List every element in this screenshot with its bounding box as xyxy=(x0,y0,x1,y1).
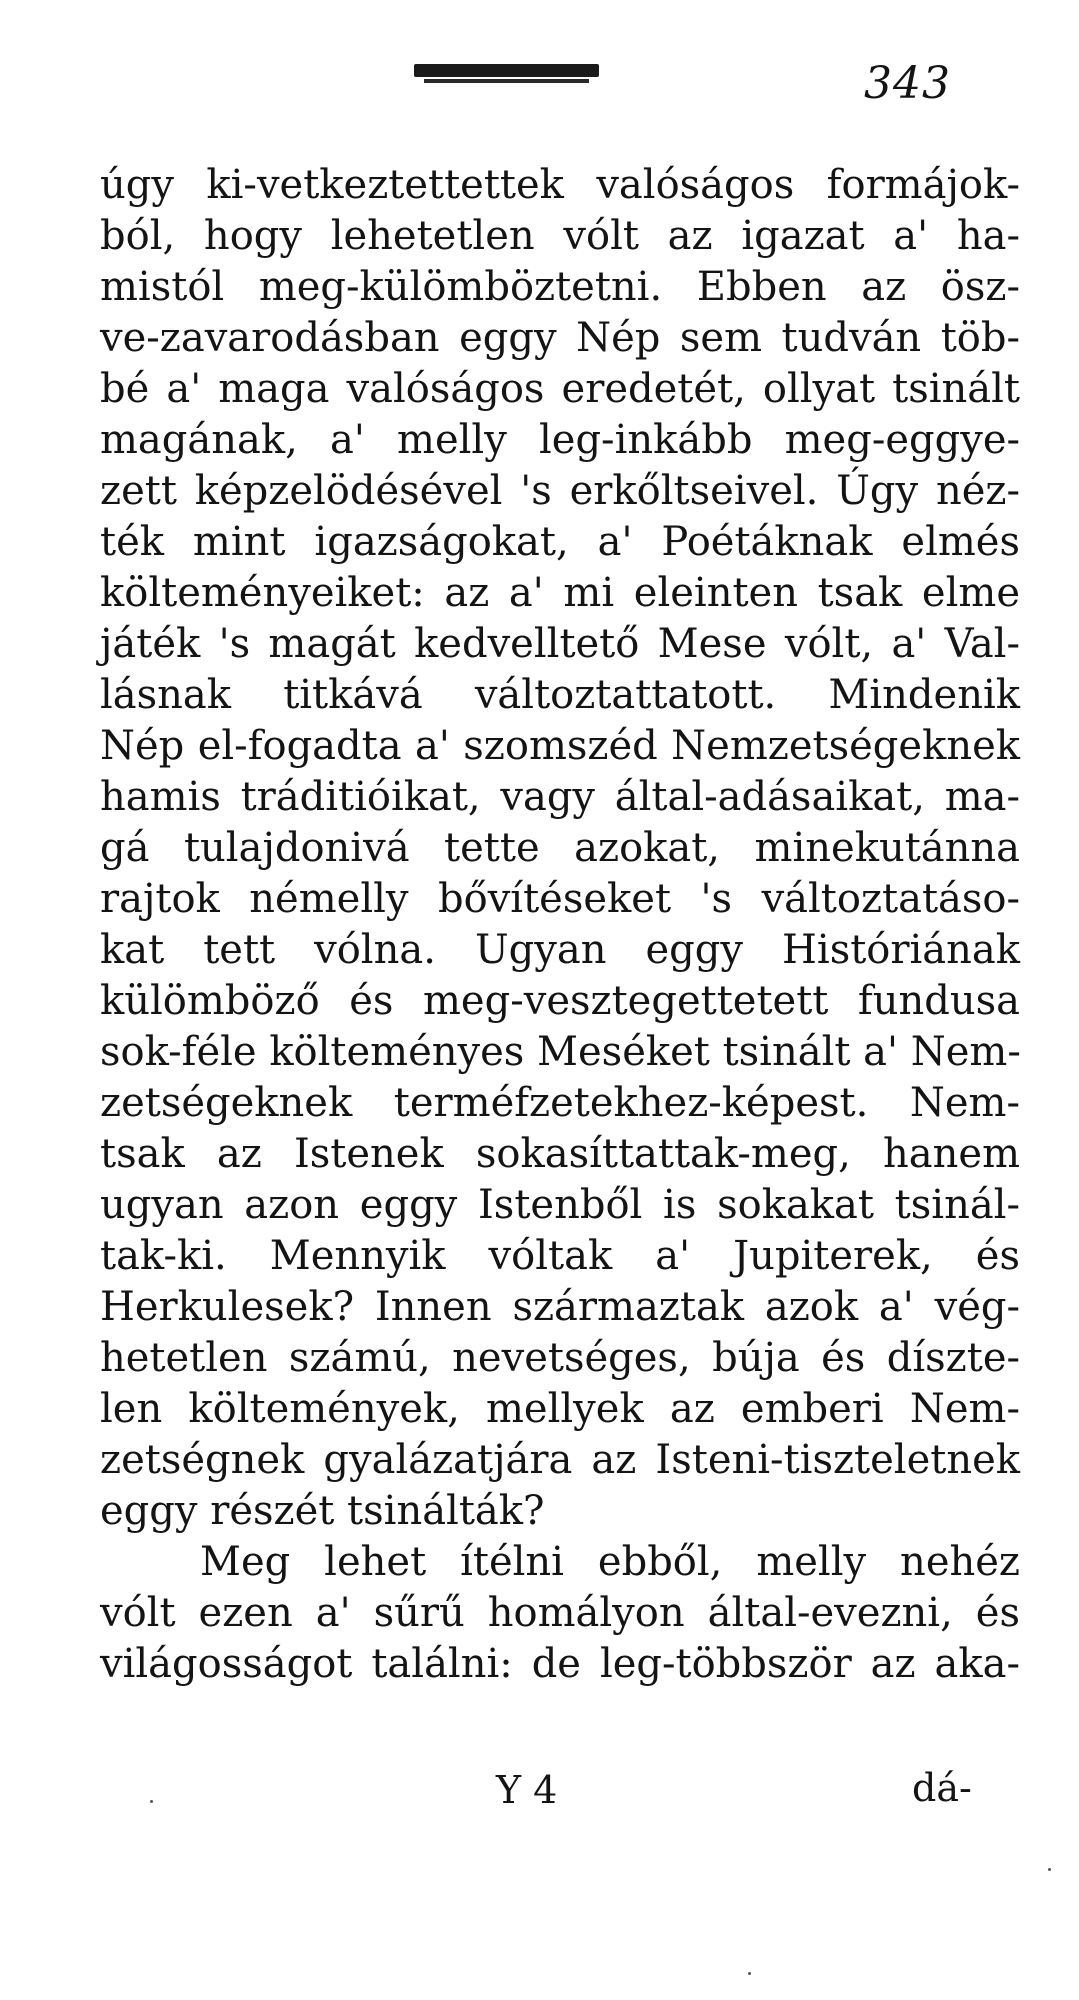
text-line: Herkulesek? Innen származtak azok a' vég- xyxy=(100,1284,1020,1330)
text-line: len költemények, mellyek az emberi Nem- xyxy=(100,1386,1020,1432)
text-line: világosságot találni: de leg-többször az aka- xyxy=(100,1641,1020,1687)
paragraph-start-line: Meg lehet ítélni ebből, melly nehéz xyxy=(200,1539,1020,1585)
text-line: játék 's magát kedvelltető Mese vólt, a' Val- xyxy=(100,621,1020,667)
text-line: külömböző és meg-vesztegettetett fundusa xyxy=(100,978,1020,1024)
text-line: lásnak titkává változtattatott. Mindenik xyxy=(100,672,1020,718)
text-line: ve-zavarodásban eggy Nép sem tudván töb- xyxy=(100,315,1020,361)
page-number: 343 xyxy=(864,58,951,109)
text-line: zetségeknek terméfzetekhez-képest. Nem- xyxy=(100,1080,1020,1126)
text-line: ugyan azon eggy Istenből is sokakat tsinál- xyxy=(100,1182,1020,1228)
text-line: magának, a' melly leg-inkább meg-eggye- xyxy=(100,417,1020,463)
text-line: tak-ki. Mennyik vóltak a' Jupiterek, és xyxy=(100,1233,1020,1279)
print-speck xyxy=(150,1800,153,1803)
text-line: sok-féle költeményes Meséket tsinált a' Nem- xyxy=(100,1029,1021,1075)
text-line: ték mint igazságokat, a' Poétáknak elmés xyxy=(100,519,1020,565)
text-line: Nép el-fogadta a' szomszéd Nemzetségeknek xyxy=(100,723,1020,769)
text-line: tsak az Istenek sokasíttattak-meg, hanem xyxy=(100,1131,1020,1177)
text-line: hetetlen számú, nevetséges, búja és díszte- xyxy=(100,1335,1020,1381)
text-line: mistól meg-külömböztetni. Ebben az ösz- xyxy=(100,264,1020,310)
text-line: költeményeiket: az a' mi eleinten tsak elme xyxy=(100,570,1020,616)
text-line: vólt ezen a' sűrű homályon által-evezni, és xyxy=(100,1590,1020,1636)
signature-mark: Y 4 xyxy=(496,1768,558,1812)
text-line: rajtok némelly bővítéseket 's változtatáso- xyxy=(100,876,1020,922)
text-line: hamis tráditióikat, vagy által-adásaikat, ma- xyxy=(100,774,1020,820)
text-line: zetségnek gyalázatjára az Isteni-tiszteletnek xyxy=(100,1437,1020,1483)
catchword: dá- xyxy=(912,1766,972,1810)
header-rule xyxy=(414,64,599,77)
print-speck xyxy=(748,1972,751,1975)
text-line: kat tett vólna. Ugyan eggy Históriának xyxy=(100,927,1020,973)
body-text xyxy=(100,160,1020,1690)
print-speck xyxy=(1048,1868,1051,1871)
text-line: úgy ki-vetkeztettettek valóságos formájok- xyxy=(100,162,1020,208)
text-line: zett képzelödésével 's erkőltseivel. Úgy néz- xyxy=(100,468,1020,514)
text-line: ból, hogy lehetetlen vólt az igazat a' ha- xyxy=(100,213,1020,259)
text-line: gá tulajdonivá tette azokat, minekutánna xyxy=(100,825,1020,871)
paragraph-end-line: eggy részét tsinálták? xyxy=(100,1488,545,1534)
text-line: bé a' maga valóságos eredetét, ollyat tsinált xyxy=(100,366,1020,412)
